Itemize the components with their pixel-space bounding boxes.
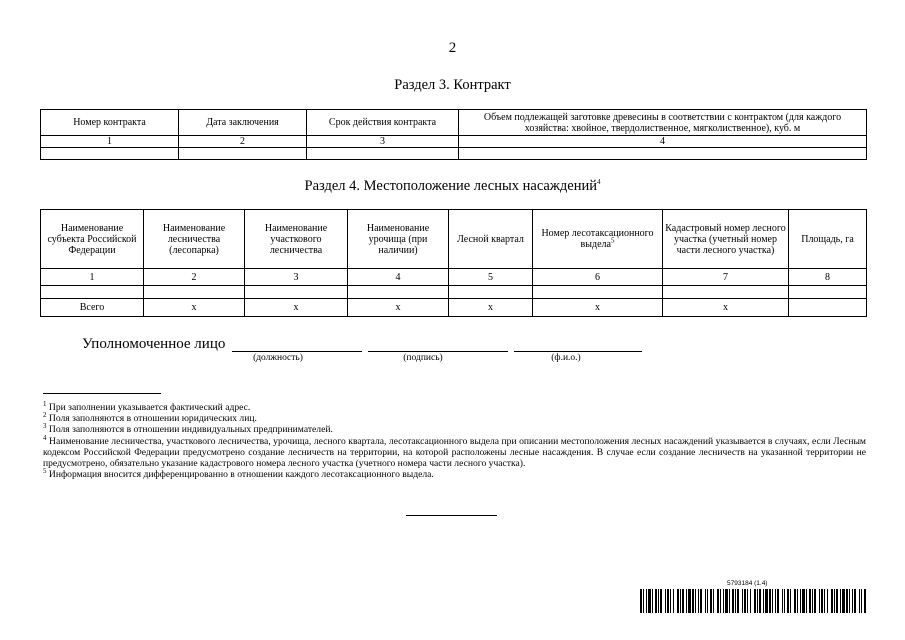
header-cell: Лесной квартал: [449, 210, 533, 269]
footnotes: [43, 399, 866, 481]
header-cell: Объем подлежащей заготовке древесины в соответствии с контрактом (для каждого хозяйства: хвойное, твердолиственное, мягколиственное), куб. м: [459, 110, 867, 136]
header-cell: Номер лесотаксационного выдела$^5$: [533, 210, 663, 269]
footnote: $^1$ При заполнении указывается фактический адрес.: [43, 399, 251, 413]
header-cell: Дата заключения: [179, 110, 307, 136]
footnote: $^5$ Информация вносится дифференцированно в отношении каждого лесотаксационного выдела.: [43, 467, 434, 481]
number-cell: 2: [144, 269, 245, 286]
footnote: $^3$ Поля заполняются в отношении индивидуальных предпринимателей.: [43, 422, 333, 436]
authorized-person-label: Уполномоченное лицо: [82, 336, 226, 352]
table-header-row: [41, 110, 867, 136]
total-cell: x: [663, 299, 789, 317]
table-number-row: [41, 136, 867, 148]
footnote-separator: [43, 393, 161, 394]
number-cell: 6: [533, 269, 663, 286]
total-row: [41, 299, 867, 317]
number-cell: 7: [663, 269, 789, 286]
table-header-row: [41, 210, 867, 269]
total-cell: x: [144, 299, 245, 317]
page-number: 2: [448, 40, 457, 56]
signature-line: [368, 336, 508, 352]
contract-table: [40, 109, 867, 160]
signature-caption: (подпись): [403, 353, 443, 363]
total-cell: [789, 299, 867, 317]
number-cell: 8: [789, 269, 867, 286]
total-cell: x: [245, 299, 348, 317]
number-cell: 1: [41, 136, 179, 148]
header-cell: Кадастровый номер лесного участка (учетный номер части лесного участка): [663, 210, 789, 269]
barcode-image: [640, 589, 866, 613]
location-table: [40, 209, 867, 317]
barcode-number: 5793184 (1.4): [727, 580, 768, 587]
number-cell: 4: [348, 269, 449, 286]
total-cell: Всего: [41, 299, 144, 317]
footnote: $^4$ Наименование лесничества, участкового лесничества, урочища, лесного квартала, лесотаксационного выдела при описании местоположения лесных насаждений указывается в случаях, если Лесным кодексом Российской Федерации предусмотрено создание лесничеств на территории, на которой расположены лесные насаждения. В случае если создание лесничеств на указанной территории не предусмотрено, обязательно указание кадастрового номера лесного участка (учетного номера части лесного участка).: [43, 433, 866, 470]
header-cell: Площадь, га: [789, 210, 867, 269]
name-caption: (ф.и.о.): [551, 353, 581, 363]
header-cell: Наименование лесничества (лесопарка): [144, 210, 245, 269]
header-cell: Срок действия контракта: [307, 110, 459, 136]
number-cell: 5: [449, 269, 533, 286]
number-cell: 3: [245, 269, 348, 286]
total-cell: x: [533, 299, 663, 317]
position-caption: (должность): [253, 353, 303, 363]
table-number-row: [41, 269, 867, 286]
header-cell: Номер контракта: [41, 110, 179, 136]
section-3-title: Раздел 3. Контракт: [394, 77, 511, 93]
number-cell: 2: [179, 136, 307, 148]
header-cell: Наименование участкового лесничества: [245, 210, 348, 269]
number-cell: 4: [459, 136, 867, 148]
table-row: [41, 286, 867, 299]
total-cell: x: [348, 299, 449, 317]
number-cell: 3: [307, 136, 459, 148]
name-line: [514, 336, 642, 352]
end-rule: [406, 515, 497, 516]
header-cell: Наименование субъекта Российской Федерации: [41, 210, 144, 269]
section-4-title: Раздел 4. Местоположение лесных насаждений$^4$: [304, 178, 601, 194]
table-row: [41, 148, 867, 160]
number-cell: 1: [41, 269, 144, 286]
header-cell: Наименование урочища (при наличии): [348, 210, 449, 269]
total-cell: x: [449, 299, 533, 317]
footnote: $^2$ Поля заполняются в отношении юридических лиц.: [43, 411, 257, 425]
position-line: [232, 336, 362, 352]
